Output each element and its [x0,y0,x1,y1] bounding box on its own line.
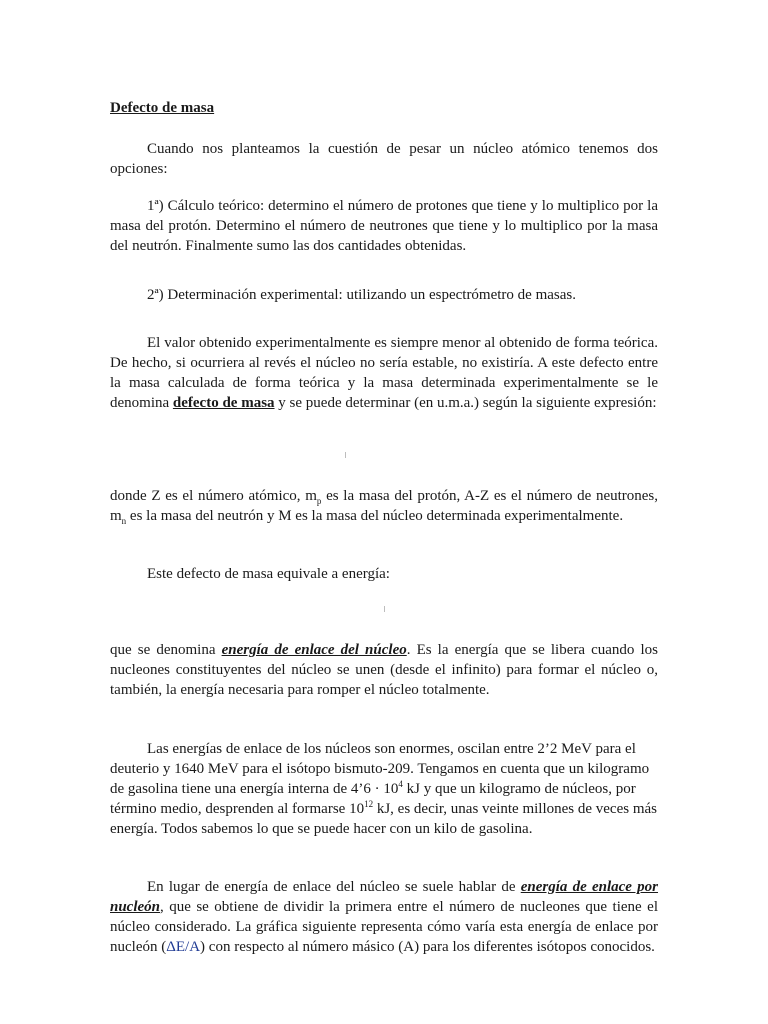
paragraph-intro: Cuando nos planteamos la cuestión de pesar un núcleo atómico tenemos dos opciones: [110,141,658,177]
text-run: ) con respecto al número másico (A) para los diferentes isótopos conocidos. [200,939,655,955]
text-run: es la masa del protón, A-Z es el número de neutrones, m [110,488,659,524]
text-run: y se puede determinar (en u.m.a.) según la siguiente expresión: [274,395,657,411]
section-title: Defecto de masa [110,100,215,116]
paragraph-mass-defect [110,333,658,413]
superscript-12: 12 [364,799,374,809]
text-run: kJ, es decir, unas veinte millones de veces más energía. Todos sabemos lo que se puede hacer con un kilo de gasolina. [110,801,657,837]
paragraph-energy-per-nucleon [110,877,658,957]
subscript-p: p [316,496,322,506]
text-run: En lugar de energía de enlace del núcleo se suele hablar de [147,879,521,895]
text-run: kJ y que un kilogramo de núcleos, por término medio, desprenden al formarse 10 [110,781,636,817]
paragraph-energy-equivalence: Este defecto de masa equivale a energía: [147,566,390,582]
term-energia-de-enlace: energía de enlace del núcleo [221,642,407,658]
superscript-4: 4 [398,779,403,789]
text-run: , que se obtiene de dividir la primera entre el número de nucleones que tiene el núcleo considerado. La gráfica siguiente representa cómo varía esta energía de enlace por nucleón ( [110,899,658,955]
paragraph-experimental: 2ª) Determinación experimental: utilizando un espectrómetro de masas. [147,287,576,303]
term-energia-por-nucleon: energía de enlace por nucleón [110,879,659,915]
delta-e-over-a: ΔE/A [166,939,201,955]
paragraph-binding-energy [110,640,658,700]
equation-placeholder-mark [345,452,346,458]
paragraph-theoretical: 1ª) Cálculo teórico: determino el número de protones que tiene y lo multiplico por la masa del protón. Determino el número de neutrones que tiene y lo multiplico por la masa del neutrón. Finalmente sumo las dos cantidades obtenidas. [110,198,658,254]
text-run: donde Z es el número atómico, m [110,488,317,504]
paragraph-variables [110,486,658,526]
subscript-n: n [121,516,127,526]
text-run: El valor obtenido experimentalmente es siempre menor al obtenido de forma teórica. De hecho, si ocurriera al revés el núcleo no sería estable, no existiría. A este defecto entre la masa calculada de forma teórica y la masa determinada experimentalmente se le denomina [110,335,658,411]
equation-placeholder-mark [384,606,385,612]
paragraph-energy-magnitudes [110,739,658,839]
term-defecto-de-masa: defecto de masa [172,395,275,411]
text-run: . Es la energía que se libera cuando los nucleones constituyentes del núcleo se unen (desde el infinito) para formar el núcleo o, también, la energía necesaria para romper el núcleo totalmente. [110,642,659,698]
text-run: que se denomina [110,642,222,658]
text-run: Las energías de enlace de los núcleos son enormes, oscilan entre 2’2 MeV para el deuterio y 1640 MeV para el isótopo bismuto-209. Tengamos en cuenta que un kilogramo de gasolina tiene una energía interna de 4’6 · 10 [110,741,650,797]
text-run: es la masa del neutrón y M es la masa del núcleo determinada experimentalmente. [126,508,624,524]
